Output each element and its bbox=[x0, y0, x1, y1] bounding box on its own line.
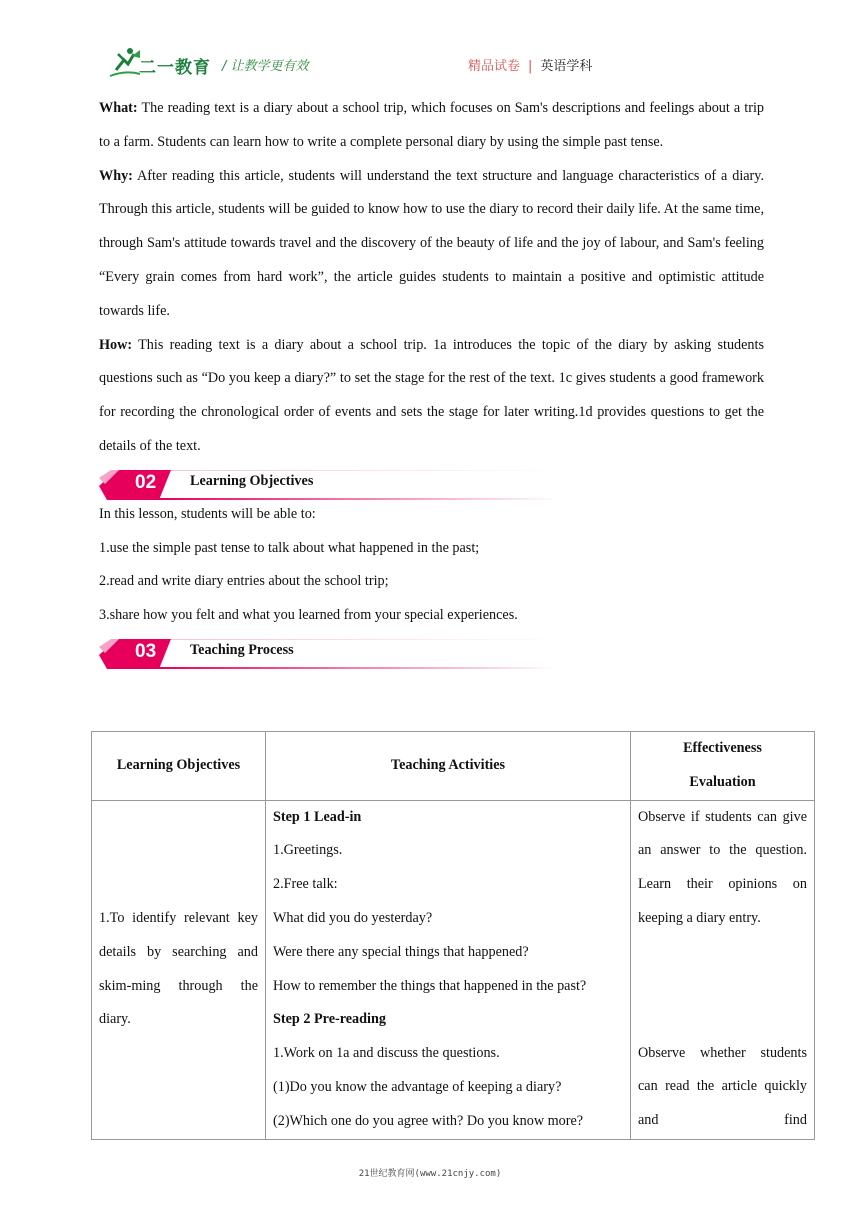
section-number: 02 bbox=[135, 471, 157, 493]
section-title: Learning Objectives bbox=[190, 472, 314, 489]
activities-cell bbox=[266, 800, 631, 1139]
activity-line: (2)Which one do you agree with? Do you know more? bbox=[273, 1112, 584, 1129]
section-badge-icon bbox=[99, 468, 579, 502]
table-header-row bbox=[92, 732, 815, 801]
how-paragraph bbox=[99, 329, 764, 464]
header-right bbox=[468, 55, 592, 74]
objective-cell-text: 1.To identify relevant key details by searching and skim-ming through the diary. bbox=[99, 909, 258, 1028]
activity-line: 1.Work on 1a and discuss the questions. bbox=[273, 1045, 500, 1062]
page-header bbox=[0, 0, 860, 90]
step2-title: Step 2 Pre-reading bbox=[273, 1011, 386, 1028]
activity-line: How to remember the things that happened in the past? bbox=[273, 977, 587, 994]
what-paragraph bbox=[99, 92, 764, 160]
activity-line: 2.Free talk: bbox=[273, 876, 338, 893]
evaluation-text: Observe if students can give an answer to the question. Learn their opinions on keeping a diary entry. bbox=[638, 808, 807, 926]
objective-item: 2.read and write diary entries about the school trip; bbox=[99, 573, 389, 590]
header-separator: | bbox=[528, 59, 533, 74]
teaching-process-table-wrap bbox=[91, 731, 807, 1140]
header-effectiveness-evaluation bbox=[631, 732, 815, 801]
objective-item: 3.share how you felt and what you learned from your special experiences. bbox=[99, 607, 518, 624]
section-teaching-process bbox=[99, 633, 764, 667]
why-text: After reading this article, students will understand the text structure and language characteristics of a diary. Through this article, students will be guided to know how to use the diary to record their daily life. At the same time, through Sam's attitude towards travel and the discovery of the beauty of life and the joy of labour, and Sam's feeling “Every grain comes from hard work”, the article guides students to maintain a positive and optimistic attitude towards life. bbox=[99, 167, 764, 319]
section-badge-icon bbox=[99, 637, 579, 671]
what-text: The reading text is a diary about a school trip, which focuses on Sam's descriptions and feelings about a trip to a farm. Students can learn how to write a complete personal diary by using the simple past tense. bbox=[99, 100, 764, 150]
evaluation-cell bbox=[631, 800, 815, 1139]
section-title: Teaching Process bbox=[190, 641, 294, 658]
step1-title: Step 1 Lead-in bbox=[273, 808, 362, 825]
header-evaluation-line: Effectiveness bbox=[683, 740, 762, 756]
header-evaluation-line: Evaluation bbox=[689, 773, 756, 790]
activity-line: (1)Do you know the advantage of keeping a diary? bbox=[273, 1078, 562, 1095]
teaching-process-table bbox=[91, 731, 815, 1140]
section-number: 03 bbox=[135, 640, 157, 662]
header-label-subject: 英语学科 bbox=[540, 59, 593, 74]
objective-item: 1.use the simple past tense to talk about what happened in the past; bbox=[99, 539, 480, 556]
header-learning-objectives: Learning Objectives bbox=[92, 732, 266, 801]
why-paragraph bbox=[99, 160, 764, 329]
objectives-lead: In this lesson, students will be able to: bbox=[99, 505, 316, 522]
header-slogan: / 让教学更有效 bbox=[222, 59, 309, 74]
header-label-quality: 精品试卷 bbox=[468, 59, 521, 74]
activity-line: 1.Greetings. bbox=[273, 842, 343, 859]
evaluation-text: Observe whether students can read the article quickly and find bbox=[638, 1044, 807, 1129]
objective-cell bbox=[92, 800, 266, 1139]
header-teaching-activities: Teaching Activities bbox=[266, 732, 631, 801]
logo-text: 二一教育 bbox=[139, 58, 211, 78]
what-label: What: bbox=[99, 100, 138, 116]
table-row bbox=[92, 800, 815, 1139]
how-text: This reading text is a diary about a school trip. 1a introduces the topic of the diary by asking students questions such as “Do you keep a diary?” to set the stage for the rest of the text. 1c gives students a good framework for recording the chronological order of events and sets the stage for later writing.1d provides questions to get the details of the text. bbox=[99, 336, 764, 454]
activity-line: What did you do yesterday? bbox=[273, 909, 433, 926]
why-label: Why: bbox=[99, 167, 133, 184]
page-footer: 21世纪教育网(www.21cnjy.com) bbox=[358, 1169, 502, 1179]
section-learning-objectives bbox=[99, 464, 764, 498]
document-body bbox=[99, 92, 764, 667]
how-label: How: bbox=[99, 336, 133, 353]
activity-line: Were there any special things that happened? bbox=[273, 943, 529, 960]
